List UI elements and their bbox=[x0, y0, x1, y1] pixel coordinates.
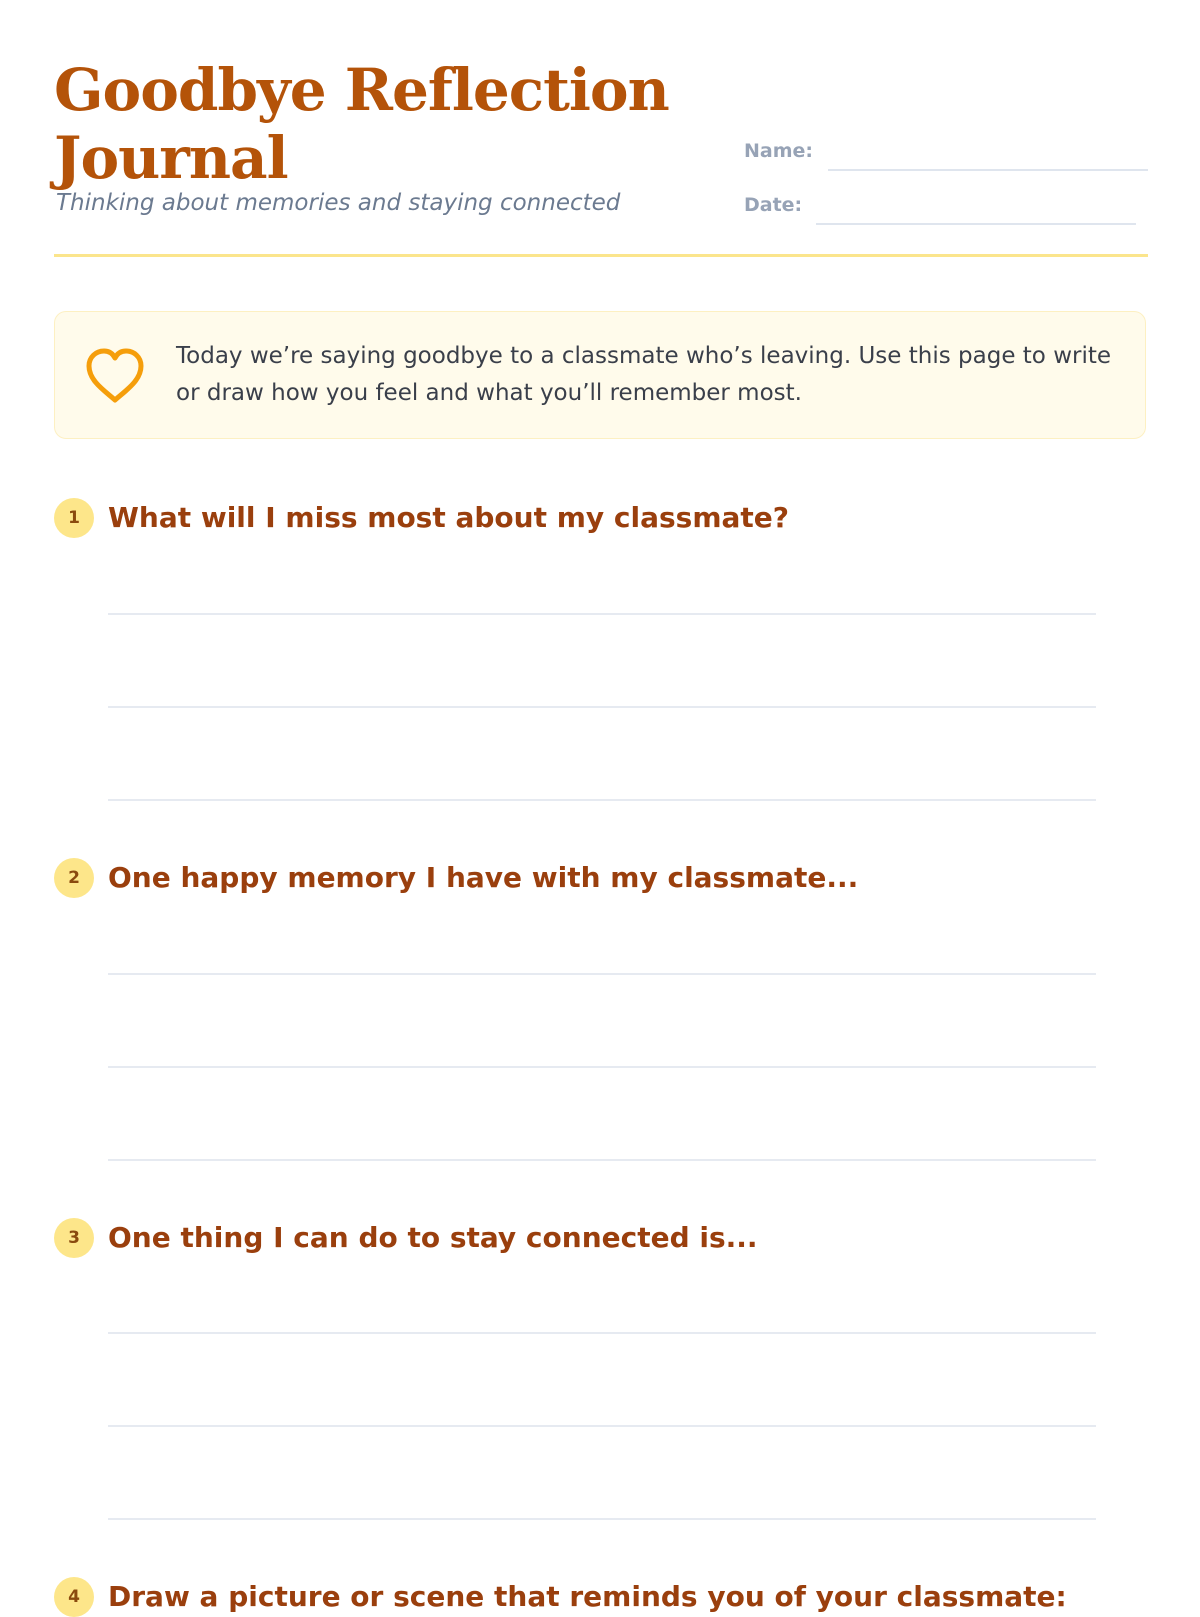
name-field[interactable] bbox=[828, 169, 1148, 171]
name-label: Name: bbox=[744, 140, 814, 162]
question-number-badge: 2 bbox=[54, 858, 94, 898]
answer-line[interactable] bbox=[108, 706, 1096, 708]
answer-line[interactable] bbox=[108, 973, 1096, 975]
question-prompt: Draw a picture or scene that reminds you of your classmate: bbox=[108, 1580, 1067, 1613]
page-title: Goodbye Reflection Journal bbox=[54, 56, 669, 192]
name-row bbox=[744, 136, 1148, 176]
intro-text: Today we’re saying goodbye to a classmate who’s leaving. Use this page to write or draw how you feel and what you’ll remember most. bbox=[176, 343, 1112, 406]
question-number-badge: 3 bbox=[54, 1218, 94, 1258]
date-row bbox=[744, 190, 1148, 230]
page-header bbox=[54, 56, 1148, 256]
answer-line[interactable] bbox=[108, 1518, 1096, 1520]
heart-icon bbox=[83, 346, 147, 406]
answer-line[interactable] bbox=[108, 613, 1096, 615]
intro-notice bbox=[54, 311, 1146, 439]
date-field[interactable] bbox=[816, 223, 1136, 225]
worksheet-page bbox=[54, 0, 1148, 1613]
answer-line[interactable] bbox=[108, 1159, 1096, 1161]
question-prompt: One thing I can do to stay connected is... bbox=[108, 1221, 758, 1254]
date-label: Date: bbox=[744, 194, 803, 216]
page-subtitle: Thinking about memories and staying connected bbox=[56, 190, 621, 216]
answer-line[interactable] bbox=[108, 1425, 1096, 1427]
question-prompt: What will I miss most about my classmate? bbox=[108, 501, 790, 534]
question-number-badge: 4 bbox=[54, 1577, 94, 1617]
question-number-badge: 1 bbox=[54, 498, 94, 538]
question-prompt: One happy memory I have with my classmate... bbox=[108, 861, 859, 894]
answer-line[interactable] bbox=[108, 799, 1096, 801]
header-divider bbox=[54, 254, 1148, 257]
answer-line[interactable] bbox=[108, 1332, 1096, 1334]
answer-line[interactable] bbox=[108, 1066, 1096, 1068]
